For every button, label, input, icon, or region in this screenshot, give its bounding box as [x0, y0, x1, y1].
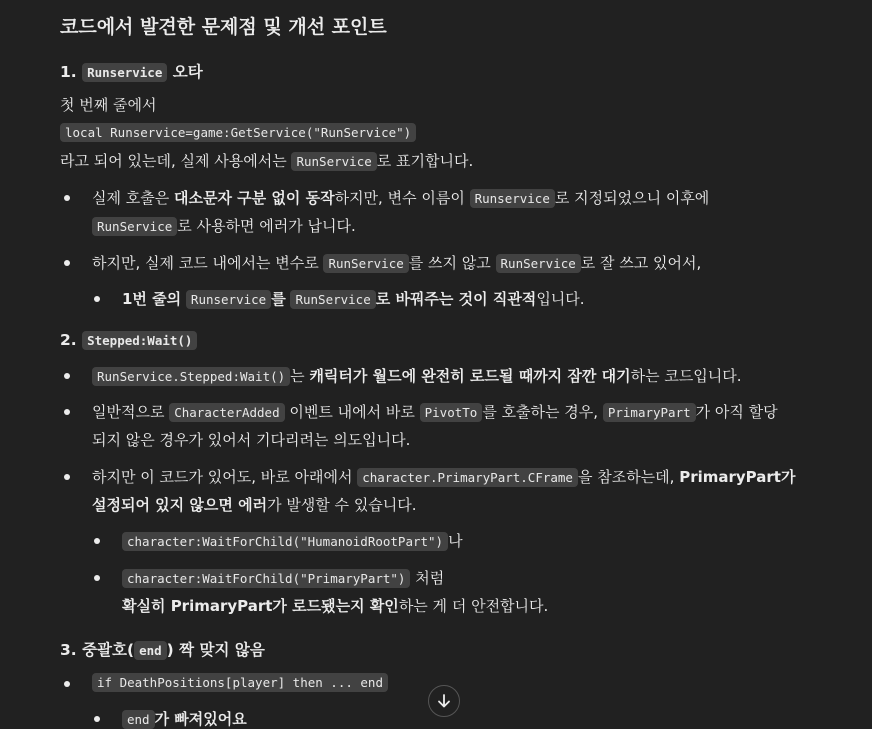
list-item: RunService.Stepped:Wait() 는 캐릭터가 월드에 완전히 로드될 때까지 잠깐 대기하는 코드입니다.	[92, 365, 742, 386]
list-item-continuation: 확실히 PrimaryPart가 로드됐는지 확인하는 게 더 안전합니다.	[122, 597, 549, 615]
inline-code: character:WaitForChild("HumanoidRootPart")	[122, 532, 448, 551]
bullet-dot	[64, 474, 70, 480]
section-heading: 코드에서 발견한 문제점 및 개선 포인트	[60, 16, 387, 38]
inline-code: Runservice	[470, 189, 555, 208]
bullet-dot	[94, 716, 100, 722]
list-item: 1번 줄의 Runservice 를 RunService 로 바꿔주는 것이 직관적입니다.	[122, 288, 585, 309]
inline-code: end	[134, 641, 167, 660]
list-item	[92, 673, 388, 691]
inline-code: character.PrimaryPart.CFrame	[357, 468, 578, 487]
section-3-heading: 3. 중괄호( end ) 짝 맞지 않음	[60, 641, 265, 659]
inline-code: Stepped:Wait()	[82, 331, 197, 350]
inline-code: end	[122, 710, 155, 729]
section-1-heading	[60, 60, 203, 82]
inline-code: local Runservice=game:GetService("RunService")	[60, 123, 416, 142]
list-item: end 가 빠져있어요	[122, 708, 247, 729]
section-2-heading	[60, 331, 197, 349]
section-2-number: 2.	[60, 331, 77, 349]
list-item: character:WaitForChild("HumanoidRootPart") 나	[122, 530, 463, 551]
list-item: 하지만, 실제 코드 내에서는 변수로 RunService 를 쓰지 않고 RunService 로 잘 쓰고 있어서,	[92, 252, 701, 273]
bullet-dot	[94, 575, 100, 581]
list-item-continuation: 되지 않은 경우가 있어서 기다리려는 의도입니다.	[92, 431, 411, 449]
paragraph: 첫 번째 줄에서	[60, 96, 157, 114]
inline-code: RunService.Stepped:Wait()	[92, 367, 290, 386]
list-item: character:WaitForChild("PrimaryPart") 처럼	[122, 567, 444, 588]
inline-code: Runservice	[82, 63, 167, 82]
inline-code: PrimaryPart	[603, 403, 696, 422]
bullet-dot	[64, 195, 70, 201]
code-line	[60, 123, 416, 141]
bullet-dot	[94, 296, 100, 302]
inline-code: RunService	[92, 217, 177, 236]
inline-code: character:WaitForChild("PrimaryPart")	[122, 569, 410, 588]
paragraph: 라고 되어 있는데, 실제 사용에서는 RunService 로 표기합니다.	[60, 152, 474, 170]
arrow-down-icon	[436, 693, 452, 709]
list-item: 실제 호출은 대소문자 구분 없이 동작하지만, 변수 이름이 Runservice 로 지정되었으니 이후에	[92, 187, 709, 208]
inline-code: CharacterAdded	[169, 403, 284, 422]
inline-code: RunService	[291, 152, 376, 171]
bullet-dot	[64, 260, 70, 266]
list-item: 일반적으로 CharacterAdded 이벤트 내에서 바로 PivotTo 를 호출하는 경우, PrimaryPart 가 아직 할당	[92, 401, 778, 422]
bullet-dot	[64, 373, 70, 379]
inline-code: Runservice	[186, 290, 271, 309]
inline-code: PivotTo	[420, 403, 483, 422]
list-item-continuation: 설정되어 있지 않으면 에러가 발생할 수 있습니다.	[92, 496, 417, 514]
inline-code: if DeathPositions[player] then ... end	[92, 673, 388, 692]
list-item-continuation: RunService 로 사용하면 에러가 납니다.	[92, 215, 356, 236]
inline-code: RunService	[323, 254, 408, 273]
inline-code: RunService	[290, 290, 375, 309]
section-1-title: 오타	[172, 63, 203, 81]
bullet-dot	[94, 538, 100, 544]
bullet-dot	[64, 409, 70, 415]
section-1-number: 1.	[60, 63, 77, 81]
inline-code: RunService	[496, 254, 581, 273]
list-item: 하지만 이 코드가 있어도, 바로 아래에서 character.PrimaryPart.CFrame 을 참조하는데, PrimaryPart가	[92, 466, 795, 487]
bullet-dot	[64, 681, 70, 687]
scroll-to-bottom-button[interactable]	[428, 685, 460, 717]
